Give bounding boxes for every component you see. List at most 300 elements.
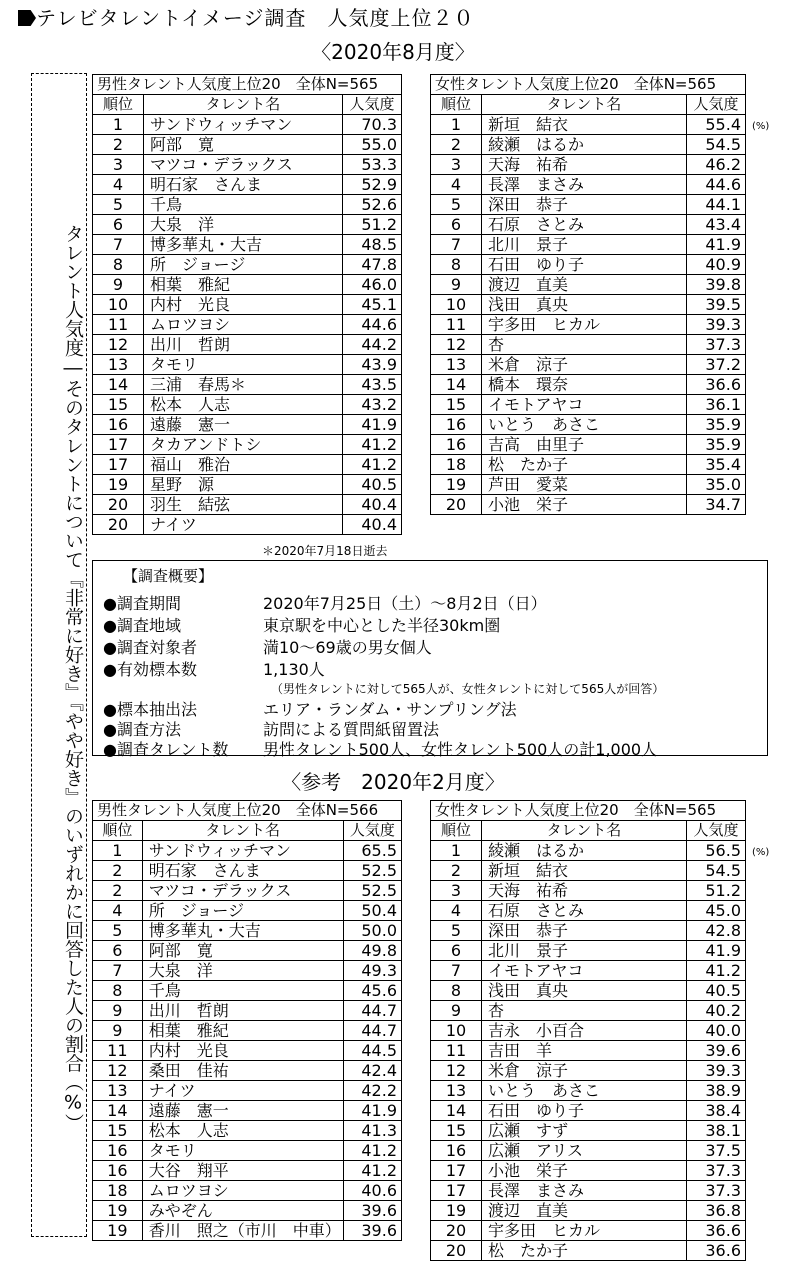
name-cell: みやぞん [142,1201,343,1221]
rank-cell: 14 [93,375,144,395]
name-cell: マツコ・デラックス [142,881,343,901]
score-cell: 54.5 [687,861,746,881]
table-row [93,395,402,415]
score-cell: 35.9 [687,415,746,435]
table-row [431,195,746,215]
name-cell: 吉田 羊 [482,1041,687,1061]
score-cell: 44.1 [687,195,746,215]
rank-cell: 7 [431,961,482,981]
rank-cell: 4 [431,901,482,921]
score-cell: 40.5 [687,981,746,1001]
rank-cell: 8 [431,255,482,275]
name-cell: ナイツ [142,1081,343,1101]
rank-cell: 6 [93,215,144,235]
rank-cell: 6 [431,941,482,961]
table-row [431,1061,746,1081]
rank-cell: 11 [93,1041,143,1061]
table-row [93,1101,402,1121]
rank-cell: 16 [431,415,482,435]
rank-cell: 4 [93,175,144,195]
rank-cell: 5 [93,195,144,215]
score-cell: 36.6 [687,375,746,395]
table-row [431,1241,746,1261]
table-row [431,455,746,475]
score-cell: 45.1 [343,295,402,315]
table-row [431,355,746,375]
feb-female-table [430,800,746,1261]
score-cell: 39.8 [687,275,746,295]
rank-cell: 2 [431,135,482,155]
table-row [431,1141,746,1161]
header-rank: 順位 [431,95,482,115]
header-name: タレント名 [482,95,687,115]
score-cell: 44.6 [687,175,746,195]
table-row [431,1041,746,1061]
score-cell: 55.0 [343,135,402,155]
rank-cell: 2 [93,135,144,155]
rank-cell: 19 [93,1221,143,1241]
rank-cell: 2 [431,861,482,881]
rank-cell: 9 [93,275,144,295]
table-row [431,335,746,355]
name-cell: 天海 祐希 [482,881,687,901]
score-cell: 39.6 [687,1041,746,1061]
table-caption-row [93,75,402,95]
table-row [93,375,402,395]
score-cell: 39.6 [343,1221,401,1241]
summary-row: ●標本抽出法 エリア・ランダム・サンプリング法 [103,700,517,719]
table-row [431,1161,746,1181]
score-cell: 45.6 [343,981,401,1001]
rank-cell: 19 [93,475,144,495]
table-row [93,295,402,315]
score-cell: 40.0 [687,1021,746,1041]
score-cell: 49.3 [343,961,401,981]
table-row [431,981,746,1001]
name-cell: 松 たか子 [482,455,687,475]
table-row [93,115,402,135]
rank-cell: 20 [431,495,482,515]
score-cell: 36.1 [687,395,746,415]
name-cell: 杏 [482,335,687,355]
name-cell: 北川 景子 [482,941,687,961]
header-score: 人気度 [687,821,746,841]
table-row [93,415,402,435]
table-row [431,941,746,961]
score-cell: 42.4 [343,1061,401,1081]
table-row [93,255,402,275]
score-cell: 38.4 [687,1101,746,1121]
table-caption: 女性タレント人気度上位20 全体N=565 [431,801,746,821]
summary-row: ●調査対象者 満10～69歳の男女個人 [103,638,432,657]
rank-cell: 17 [93,435,144,455]
name-cell: 三浦 春馬＊ [144,375,343,395]
rank-cell: 2 [93,881,143,901]
rank-cell: 14 [431,1101,482,1121]
rank-cell: 12 [93,335,144,355]
name-cell: いとう あさこ [482,415,687,435]
rank-cell: 17 [431,1161,482,1181]
rank-cell: 11 [431,1041,482,1061]
score-cell: 48.5 [343,235,402,255]
table-row [93,1001,402,1021]
name-cell: 石田 ゆり子 [482,1101,687,1121]
table-row [93,495,402,515]
table-caption-row [431,801,746,821]
name-cell: 米倉 涼子 [482,1061,687,1081]
rank-cell: 1 [431,115,482,135]
table-row [431,435,746,455]
table-row [431,375,746,395]
name-cell: 明石家 さんま [142,861,343,881]
name-cell: 所 ジョージ [144,255,343,275]
rank-cell: 9 [93,1021,143,1041]
table-header-row [431,95,746,115]
name-cell: 香川 照之（市川 中車） [142,1221,343,1241]
name-cell: 所 ジョージ [142,901,343,921]
name-cell: タモリ [142,1141,343,1161]
rank-cell: 15 [431,395,482,415]
name-cell: 阿部 寛 [144,135,343,155]
page-title: テレビタレントイメージ調査 人気度上位２０ [36,6,475,30]
name-cell: 松本 人志 [144,395,343,415]
rank-cell: 16 [93,1141,143,1161]
summary-row: ●調査方法 訪問による質問紙留置法 [103,720,440,739]
table-row [431,1001,746,1021]
score-cell: 38.1 [687,1121,746,1141]
name-cell: 深田 恭子 [482,921,687,941]
rank-cell: 14 [431,375,482,395]
table-row [431,235,746,255]
score-cell: 44.6 [343,315,402,335]
name-cell: いとう あさこ [482,1081,687,1101]
summary-row: ●有効標本数 1,130人 [103,660,325,679]
table-row [93,861,402,881]
rank-cell: 6 [431,215,482,235]
rank-cell: 9 [93,1001,143,1021]
score-cell: 41.9 [343,1101,401,1121]
table-row [431,135,746,155]
rank-cell: 15 [93,395,144,415]
header-rank: 順位 [93,95,144,115]
rank-cell: 13 [431,355,482,375]
name-cell: 広瀬 すず [482,1121,687,1141]
table-row [431,255,746,275]
score-cell: 47.8 [343,255,402,275]
rank-cell: 19 [93,1201,143,1221]
name-cell: 遠藤 憲一 [142,1101,343,1121]
table-row [431,415,746,435]
table-row [93,881,402,901]
table-row [93,921,402,941]
unit-note: (%) [752,121,770,132]
table-row [93,275,402,295]
rank-cell: 9 [431,275,482,295]
score-cell: 44.5 [343,1041,401,1061]
table-row [93,981,402,1001]
name-cell: 内村 光良 [142,1041,343,1061]
table-row [431,155,746,175]
rank-cell: 12 [431,1061,482,1081]
name-cell: 小池 栄子 [482,1161,687,1181]
name-cell: 桑田 佳祐 [142,1061,343,1081]
table-row [93,195,402,215]
rank-cell: 7 [93,961,143,981]
rank-cell: 5 [93,921,143,941]
score-cell: 41.9 [343,415,402,435]
score-cell: 50.4 [343,901,401,921]
rank-cell: 8 [93,255,144,275]
score-cell: 38.9 [687,1081,746,1101]
summary-title: 【調査概要】 [123,567,214,585]
score-cell: 39.3 [687,315,746,335]
score-cell: 43.4 [687,215,746,235]
rank-cell: 10 [431,295,482,315]
rank-cell: 1 [431,841,482,861]
rank-cell: 16 [93,415,144,435]
table-row [431,115,746,135]
name-cell: 松本 人志 [142,1121,343,1141]
table-row [431,475,746,495]
name-cell: 出川 哲朗 [142,1001,343,1021]
score-cell: 40.9 [687,255,746,275]
table-row [431,495,746,515]
score-cell: 39.6 [343,1201,401,1221]
reference-title: 〈参考 2020年2月度〉 [281,770,505,794]
name-cell: 天海 祐希 [482,155,687,175]
table-row [93,1141,402,1161]
score-cell: 52.9 [343,175,402,195]
name-cell: 阿部 寛 [142,941,343,961]
name-cell: 明石家 さんま [144,175,343,195]
aug-female-table [430,74,746,515]
rank-cell: 16 [431,435,482,455]
table-row [93,135,402,155]
name-cell: 橋本 環奈 [482,375,687,395]
name-cell: 相葉 雅紀 [144,275,343,295]
name-cell: 出川 哲朗 [144,335,343,355]
score-cell: 70.3 [343,115,402,135]
table-row [431,1201,746,1221]
name-cell: 長澤 まさみ [482,1181,687,1201]
table-row [431,1181,746,1201]
table-row [93,841,402,861]
rank-cell: 15 [431,1121,482,1141]
header-name: タレント名 [142,821,343,841]
period-title: 〈2020年8月度〉 [311,40,475,64]
score-cell: 52.5 [343,861,401,881]
rank-cell: 14 [93,1101,143,1121]
rank-cell: 5 [431,921,482,941]
name-cell: 吉永 小百合 [482,1021,687,1041]
table-row [431,921,746,941]
name-cell: 大谷 翔平 [142,1161,343,1181]
score-cell: 41.2 [343,455,402,475]
name-cell: イモトアヤコ [482,961,687,981]
rank-cell: 8 [431,981,482,1001]
table-row [93,455,402,475]
table-row [431,961,746,981]
rank-cell: 19 [431,1201,482,1221]
table-caption: 男性タレント人気度上位20 全体N=565 [93,75,402,95]
score-cell: 40.4 [343,515,402,535]
rank-cell: 16 [431,1141,482,1161]
score-cell: 46.0 [343,275,402,295]
score-cell: 65.5 [343,841,401,861]
survey-summary [92,560,768,759]
score-cell: 49.8 [343,941,401,961]
score-cell: 36.6 [687,1221,746,1241]
name-cell: 星野 源 [144,475,343,495]
rank-cell: 6 [93,941,143,961]
score-cell: 56.5 [687,841,746,861]
aug-male-table [92,74,402,535]
score-cell: 41.9 [687,941,746,961]
name-cell: 渡辺 直美 [482,1201,687,1221]
table-row [93,1161,402,1181]
name-cell: 福山 雅治 [144,455,343,475]
header-score: 人気度 [687,95,746,115]
table-row [93,1061,402,1081]
score-cell: 41.3 [343,1121,401,1141]
table-header-row [93,821,402,841]
rank-cell: 2 [93,861,143,881]
table-row [93,155,402,175]
header-rank: 順位 [93,821,143,841]
score-cell: 46.2 [687,155,746,175]
rank-cell: 11 [93,315,144,335]
table-row [431,861,746,881]
table-row [93,941,402,961]
table-row [93,435,402,455]
score-cell: 40.5 [343,475,402,495]
rank-cell: 10 [431,1021,482,1041]
table-row [93,1081,402,1101]
table-row [431,1101,746,1121]
rank-cell: 20 [431,1221,482,1241]
table-row [431,1021,746,1041]
name-cell: 吉高 由里子 [482,435,687,455]
rank-cell: 17 [93,455,144,475]
rank-cell: 3 [431,155,482,175]
title-marker-icon [18,10,36,26]
score-cell: 36.8 [687,1201,746,1221]
table-row [93,235,402,255]
rank-cell: 7 [431,235,482,255]
name-cell: 大泉 洋 [144,215,343,235]
rank-cell: 13 [431,1081,482,1101]
name-cell: 石田 ゆり子 [482,255,687,275]
name-cell: サンドウィッチマン [142,841,343,861]
rank-cell: 17 [431,1181,482,1201]
table-row [93,1121,402,1141]
score-cell: 40.2 [687,1001,746,1021]
name-cell: 宇多田 ヒカル [482,1221,687,1241]
score-cell: 45.0 [687,901,746,921]
unit-note-feb: (%) [752,847,770,858]
rank-cell: 11 [431,315,482,335]
name-cell: 米倉 涼子 [482,355,687,375]
name-cell: 大泉 洋 [142,961,343,981]
score-cell: 43.9 [343,355,402,375]
table-row [93,315,402,335]
side-label-box [31,73,87,1237]
table-row [93,1201,402,1221]
rank-cell: 16 [93,1161,143,1181]
header-score: 人気度 [343,821,401,841]
name-cell: 杏 [482,1001,687,1021]
name-cell: 宇多田 ヒカル [482,315,687,335]
score-cell: 44.7 [343,1001,401,1021]
score-cell: 37.3 [687,1161,746,1181]
rank-cell: 12 [431,335,482,355]
table-row [93,215,402,235]
table-caption: 女性タレント人気度上位20 全体N=565 [431,75,746,95]
table-row [431,1221,746,1241]
table-row [93,475,402,495]
score-cell: 42.2 [343,1081,401,1101]
rank-cell: 19 [431,475,482,495]
name-cell: 羽生 結弦 [144,495,343,515]
score-cell: 35.4 [687,455,746,475]
score-cell: 36.6 [687,1241,746,1261]
score-cell: 37.3 [687,335,746,355]
score-cell: 41.9 [687,235,746,255]
table-row [93,961,402,981]
summary-row: ●調査タレント数 男性タレント500人、女性タレント500人の計1,000人 [103,740,658,759]
rank-cell: 7 [93,235,144,255]
table-row [93,175,402,195]
score-cell: 37.3 [687,1181,746,1201]
name-cell: ムロツヨシ [142,1181,343,1201]
score-cell: 52.5 [343,881,401,901]
name-cell: 博多華丸・大吉 [142,921,343,941]
score-cell: 44.2 [343,335,402,355]
table-row [93,1041,402,1061]
table-row [93,1221,402,1241]
name-cell: イモトアヤコ [482,395,687,415]
summary-row: ●調査地域 東京駅を中心とした半径30km圏 [103,616,501,635]
name-cell: 渡辺 直美 [482,275,687,295]
header-score: 人気度 [343,95,402,115]
table-row [431,1121,746,1141]
rank-cell: 1 [93,115,144,135]
table-row [431,841,746,861]
rank-cell: 5 [431,195,482,215]
rank-cell: 13 [93,355,144,375]
name-cell: 遠藤 憲一 [144,415,343,435]
name-cell: サンドウィッチマン [144,115,343,135]
table-row [431,295,746,315]
score-cell: 35.9 [687,435,746,455]
table-row [431,881,746,901]
side-label: タレント人気度―そのタレントについて『非常に好き』『やや好き』のいずれかに回答した人の割合（%） [62,224,84,1133]
rank-cell: 18 [93,1181,143,1201]
score-cell: 41.2 [343,1161,401,1181]
rank-cell: 15 [93,1121,143,1141]
name-cell: 新垣 結衣 [482,861,687,881]
score-cell: 40.6 [343,1181,401,1201]
rank-cell: 4 [93,901,143,921]
score-cell: 41.2 [343,1141,401,1161]
table-row [431,215,746,235]
score-cell: 43.5 [343,375,402,395]
name-cell: 博多華丸・大吉 [144,235,343,255]
name-cell: 松 たか子 [482,1241,687,1261]
score-cell: 43.2 [343,395,402,415]
name-cell: ムロツヨシ [144,315,343,335]
name-cell: 綾瀬 はるか [482,135,687,155]
